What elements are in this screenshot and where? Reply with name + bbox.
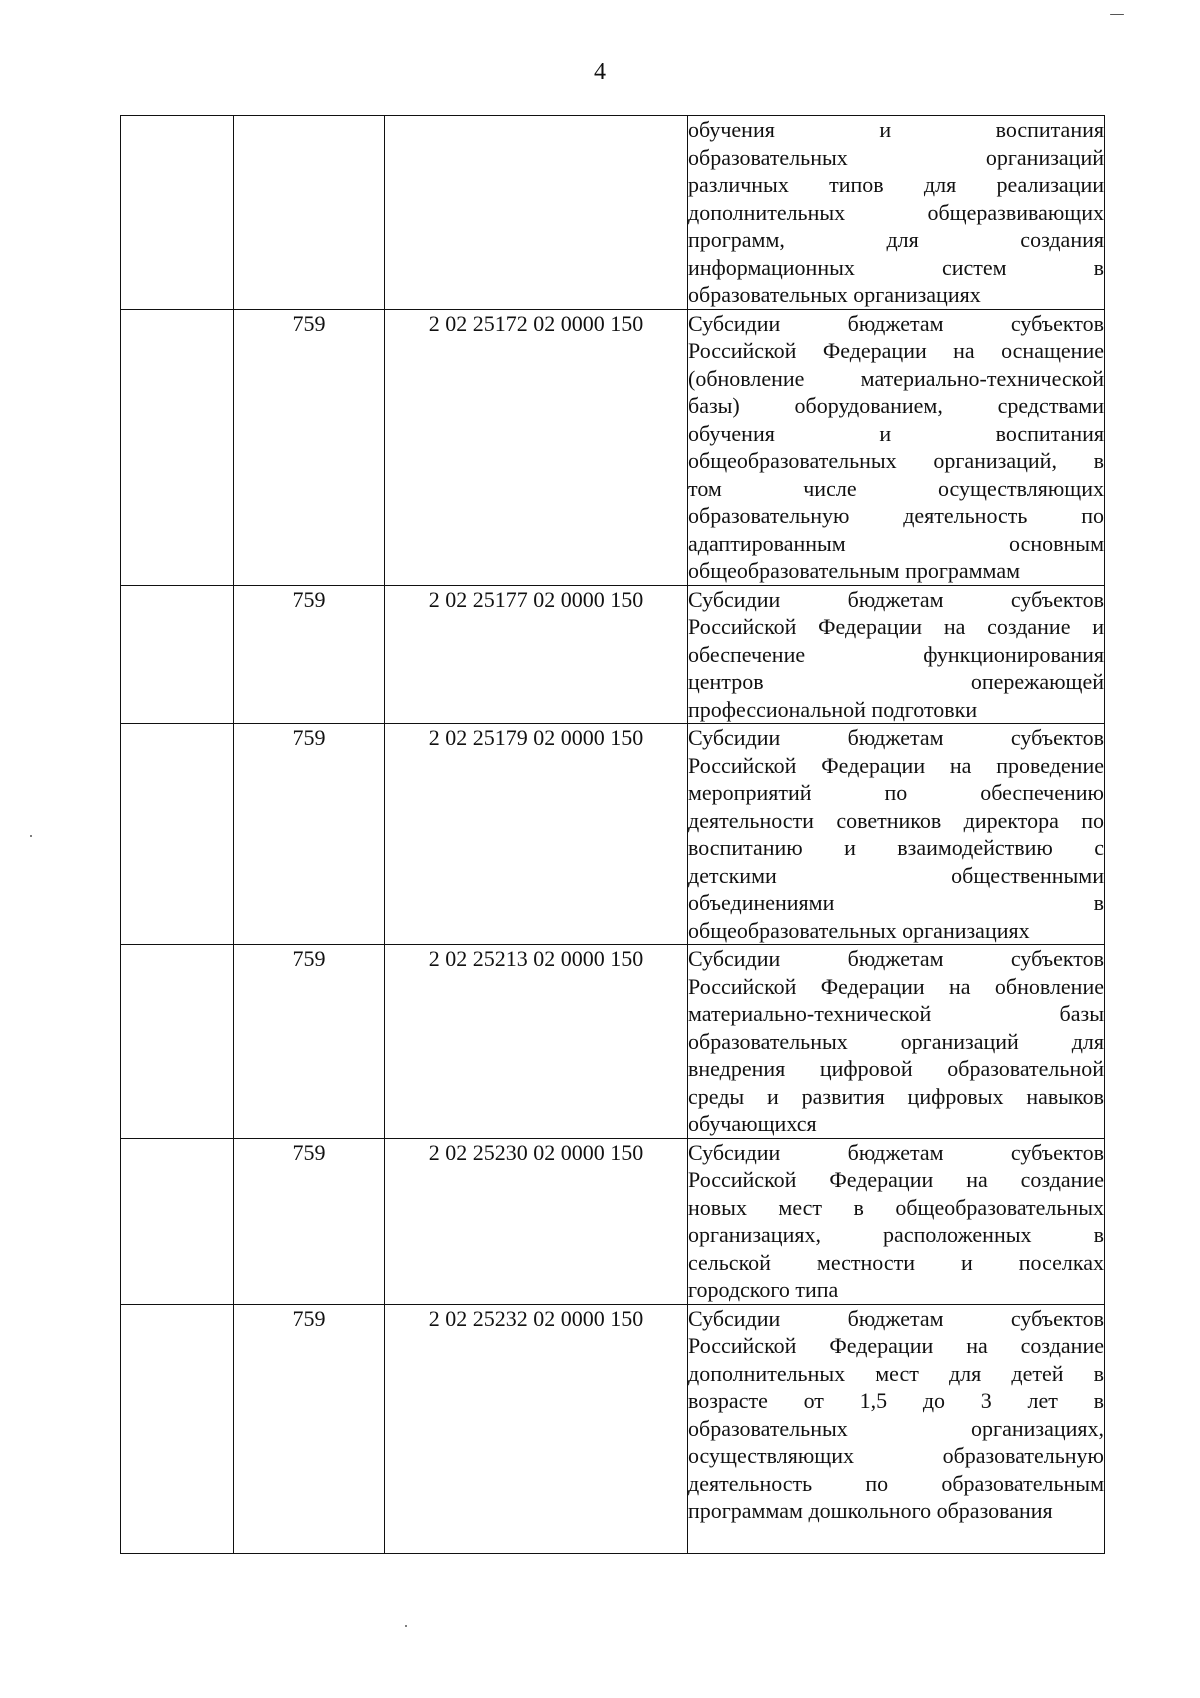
description-line: городского типа: [688, 1277, 839, 1302]
budget-classification-code-cell: 2 02 25232 02 0000 150: [385, 1304, 688, 1553]
description-line: внедрения цифровой образовательной: [688, 1056, 1104, 1081]
empty-cell: [121, 309, 234, 585]
admin-code-cell: 759: [234, 1138, 385, 1304]
description-cell: [688, 724, 1105, 945]
table-row: [121, 1304, 1105, 1553]
description-line: мероприятий по обеспечению: [688, 780, 1104, 805]
description-line: обучения и воспитания: [688, 420, 1104, 446]
description-line: Субсидии бюджетам субъектов: [688, 946, 1104, 971]
description-line: возрасте от 1,5 до 3 лет в: [688, 1388, 1104, 1413]
description-line: новых мест в общеобразовательных: [688, 1194, 1104, 1220]
description-line: программ, для создания: [688, 227, 1104, 252]
budget-classification-code-cell: 2 02 25213 02 0000 150: [385, 945, 688, 1139]
description-line: образовательных организаций для: [688, 1028, 1104, 1054]
description-cell: [688, 945, 1105, 1139]
description-line: Субсидии бюджетам субъектов: [688, 310, 1104, 336]
description-line: Российской Федерации на обновление: [688, 973, 1104, 999]
description-line: адаптированным основным: [688, 530, 1104, 556]
description-line: различных типов для реализации: [688, 172, 1104, 197]
empty-cell: [121, 724, 234, 945]
description-line: образовательную деятельность по: [688, 503, 1104, 528]
empty-cell: [121, 1304, 234, 1553]
empty-cell: [121, 1138, 234, 1304]
table-row: [121, 309, 1105, 585]
description-line: программам дошкольного образования: [688, 1498, 1053, 1523]
description-line: информационных систем в: [688, 254, 1104, 280]
table-body: [121, 116, 1105, 1554]
description-line: общеобразовательным программам: [688, 558, 1021, 583]
description-line: образовательных организаций: [688, 144, 1104, 170]
description-line: воспитанию и взаимодействию с: [688, 835, 1104, 860]
description-line: дополнительных мест для детей в: [688, 1360, 1104, 1386]
description-cell: [688, 116, 1105, 310]
description-line: Субсидии бюджетам субъектов: [688, 1305, 1104, 1331]
description-line: Субсидии бюджетам субъектов: [688, 1139, 1104, 1165]
description-line: образовательных организациях: [688, 282, 981, 307]
description-line: Субсидии бюджетам субъектов: [688, 586, 1104, 612]
empty-cell: [121, 116, 234, 310]
empty-cell: [121, 585, 234, 724]
table-row: [121, 945, 1105, 1139]
budget-classification-code-cell: 2 02 25230 02 0000 150: [385, 1138, 688, 1304]
description-line: том числе осуществляющих: [688, 475, 1104, 501]
description-line: Субсидии бюджетам субъектов: [688, 725, 1104, 750]
description-line: материально-технической базы: [688, 1001, 1104, 1026]
description-line: Российской Федерации на создание: [688, 1333, 1104, 1358]
description-line: (обновление материально-технической: [688, 365, 1104, 391]
scan-speck: [405, 1625, 407, 1627]
empty-cell: [121, 945, 234, 1139]
description-line: базы) оборудованием, средствами: [688, 393, 1104, 418]
description-line: центров опережающей: [688, 669, 1104, 694]
description-line: обеспечение функционирования: [688, 641, 1104, 667]
description-line: сельской местности и поселках: [688, 1249, 1104, 1275]
admin-code-cell: 759: [234, 1304, 385, 1553]
admin-code-cell: 759: [234, 945, 385, 1139]
description-line: обучающихся: [688, 1111, 817, 1136]
description-cell: [688, 1138, 1105, 1304]
description-line: Российской Федерации на создание и: [688, 614, 1104, 639]
budget-codes-table: [120, 115, 1105, 1554]
admin-code-cell: 759: [234, 309, 385, 585]
description-line: Российской Федерации на создание: [688, 1167, 1104, 1192]
description-line: образовательных организациях,: [688, 1415, 1104, 1441]
page-number: 4: [594, 59, 606, 85]
description-line: обучения и воспитания: [688, 117, 1104, 142]
description-line: общеобразовательных организациях: [688, 917, 1030, 943]
table-row: [121, 585, 1105, 724]
table-row: [121, 1138, 1105, 1304]
budget-classification-code-cell: [385, 116, 688, 310]
description-line: организациях, расположенных в: [688, 1222, 1104, 1247]
description-line: детскими общественными: [688, 862, 1104, 888]
scan-mark: [1110, 14, 1124, 15]
description-line: профессиональной подготовки: [688, 696, 978, 722]
description-cell: [688, 1304, 1105, 1553]
description-line: Российской Федерации на оснащение: [688, 338, 1104, 363]
cell-bottom-space: [688, 1525, 1104, 1553]
scan-speck: [30, 835, 32, 837]
table-row: [121, 724, 1105, 945]
admin-code-cell: [234, 116, 385, 310]
description-line: Российской Федерации на проведение: [688, 752, 1104, 778]
description-line: среды и развития цифровых навыков: [688, 1083, 1104, 1109]
table-row: [121, 116, 1105, 310]
admin-code-cell: 759: [234, 585, 385, 724]
description-line: общеобразовательных организаций, в: [688, 448, 1104, 473]
description-line: объединениями в: [688, 890, 1104, 915]
budget-classification-code-cell: 2 02 25177 02 0000 150: [385, 585, 688, 724]
description-line: деятельности советников директора по: [688, 807, 1104, 833]
description-line: деятельность по образовательным: [688, 1470, 1104, 1496]
description-cell: [688, 309, 1105, 585]
description-cell: [688, 585, 1105, 724]
description-line: осуществляющих образовательную: [688, 1443, 1104, 1468]
budget-classification-code-cell: 2 02 25172 02 0000 150: [385, 309, 688, 585]
admin-code-cell: 759: [234, 724, 385, 945]
description-line: дополнительных общеразвивающих: [688, 199, 1104, 225]
budget-classification-code-cell: 2 02 25179 02 0000 150: [385, 724, 688, 945]
